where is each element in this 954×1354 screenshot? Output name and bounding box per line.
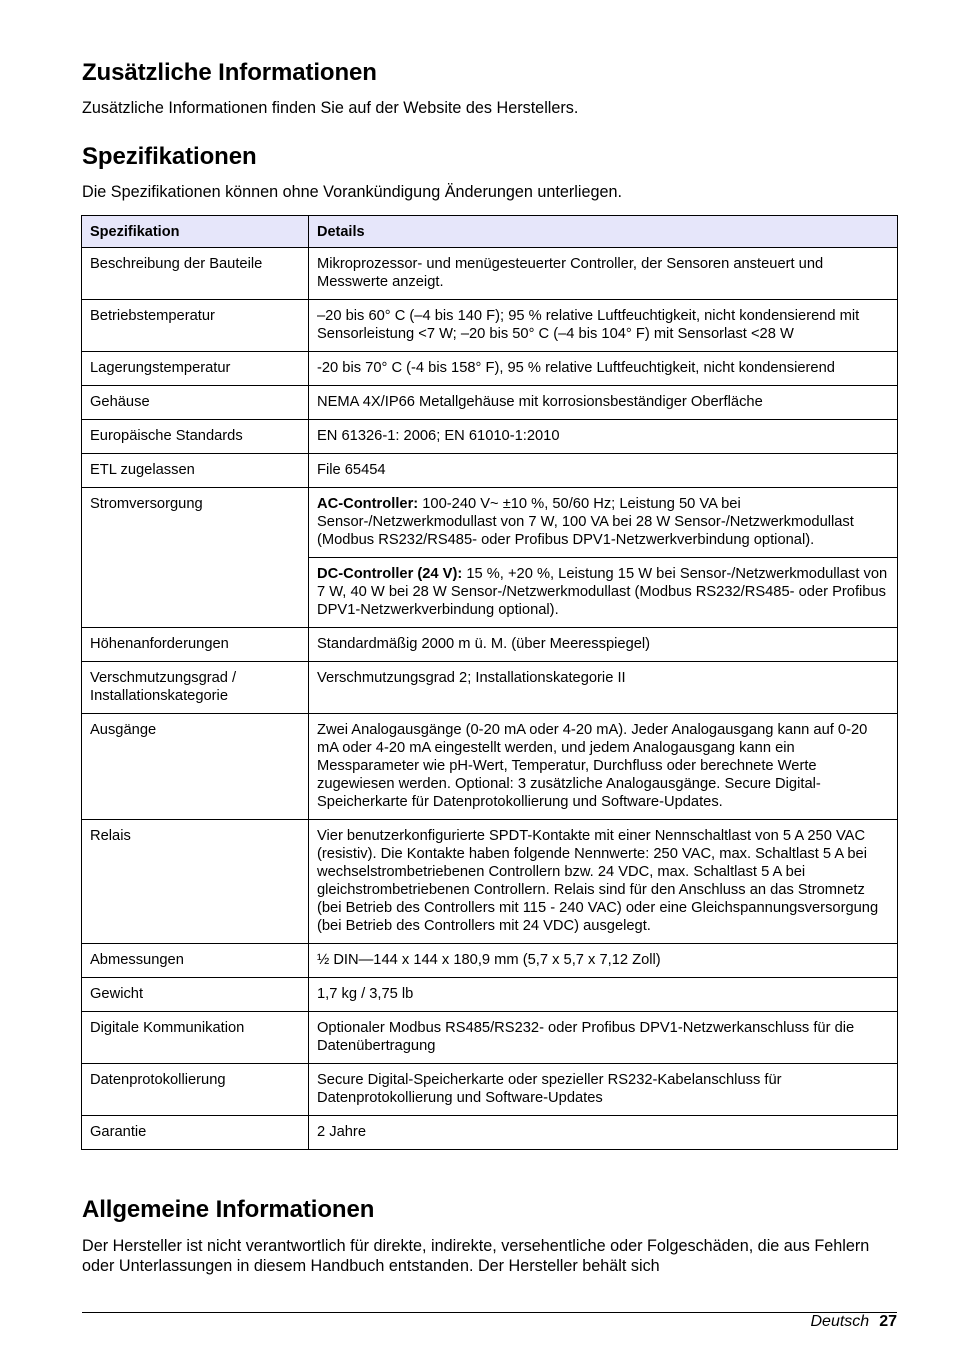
table-row — [82, 944, 898, 978]
spec-name: Abmessungen — [82, 944, 309, 978]
spec-detail-dc — [309, 558, 898, 628]
spec-detail: NEMA 4X/IP66 Metallgehäuse mit korrosionsbeständiger Oberfläche — [309, 386, 898, 420]
specifications-table — [81, 215, 898, 1150]
paragraph-specifications: Die Spezifikationen können ohne Vorankündigung Änderungen unterliegen. — [82, 183, 622, 201]
spec-name: Verschmutzungsgrad / Installationskategorie — [82, 662, 309, 714]
paragraph-extra-info: Zusätzliche Informationen finden Sie auf der Website des Herstellers. — [82, 99, 579, 117]
heading-extra-info: Zusätzliche Informationen — [82, 59, 377, 86]
table-row — [82, 1116, 898, 1150]
spec-detail: Verschmutzungsgrad 2; Installationskategorie II — [309, 662, 898, 714]
dc-controller-text: 15 %, +20 %, Leistung 15 W bei Sensor-/Netzwerkmodullast von 7 W, 40 W bei 28 W Sensor-/Netzwerkmodullast (Modbus RS232/RS485- oder Profibus DPV1-Netzwerkverbindung optional). — [317, 566, 888, 618]
ac-controller-text: 100-240 V~ ±10 %, 50/60 Hz; Leistung 50 VA bei Sensor-/Netzwerkmodullast von 7 W, 100 VA bei 28 W Sensor-/Netzwerkmodullast (Modbus RS232/RS485- oder Profibus DPV1-Netzwerkverbindung optional). — [317, 496, 854, 548]
spec-detail: Vier benutzerkonfigurierte SPDT-Kontakte mit einer Nennschaltlast von 5 A 250 VAC (resistiv). Die Kontakte haben folgende Nennwerte: 250 VAC, max. Schaltlast 5 A bei wechselstrombetriebenen Controllern bzw. 24 VDC, max. Schaltlast 5 A bei gleichstrombetriebenen Controllern. Relais sind für den Anschluss an das Stromnetz (bei Betrieb des Controllers mit 115 - 240 VAC) oder eine Gleichspannungsversorgung (bei Betrieb des Controllers mit 24 VDC) ausgelegt. — [309, 820, 898, 944]
table-row — [82, 248, 898, 300]
spec-name: Stromversorgung — [82, 488, 309, 628]
column-header-details: Details — [309, 216, 898, 248]
spec-name: Datenprotokollierung — [82, 1064, 309, 1116]
spec-name: Ausgänge — [82, 714, 309, 820]
spec-detail: –20 bis 60° C (–4 bis 140 F); 95 % relative Luftfeuchtigkeit, nicht kondensierend mit Sensorleistung <7 W; –20 bis 50° C (–4 bis 104° F) mit Sensorlast <28 W — [309, 300, 898, 352]
table-row — [82, 628, 898, 662]
spec-detail: Standardmäßig 2000 m ü. M. (über Meeresspiegel) — [309, 628, 898, 662]
spec-name: Garantie — [82, 1116, 309, 1150]
table-row — [82, 820, 898, 944]
spec-detail: File 65454 — [309, 454, 898, 488]
spec-detail: 1,7 kg / 3,75 lb — [309, 978, 898, 1012]
spec-name: Digitale Kommunikation — [82, 1012, 309, 1064]
table-header-row — [82, 216, 898, 248]
spec-detail: EN 61326-1: 2006; EN 61010-1:2010 — [309, 420, 898, 454]
table-row — [82, 1064, 898, 1116]
dc-controller-label: DC-Controller (24 V): — [317, 566, 463, 582]
spec-detail: 2 Jahre — [309, 1116, 898, 1150]
spec-detail: Mikroprozessor- und menügesteuerter Controller, der Sensoren ansteuert und Messwerte anzeigt. — [309, 248, 898, 300]
footer-language: Deutsch — [810, 1313, 870, 1330]
spec-detail: ½ DIN—144 x 144 x 180,9 mm (5,7 x 5,7 x 7,12 Zoll) — [309, 944, 898, 978]
spec-name: Relais — [82, 820, 309, 944]
table-row — [82, 978, 898, 1012]
heading-general-info: Allgemeine Informationen — [82, 1196, 375, 1223]
page-number: 27 — [879, 1313, 897, 1330]
spec-name: Betriebstemperatur — [82, 300, 309, 352]
paragraph-general-info: Der Hersteller ist nicht verantwortlich für direkte, indirekte, versehentliche oder Folgeschäden, die aus Fehlern oder Unterlassungen in diesem Handbuch entstanden. Der Hersteller behält sich — [82, 1237, 870, 1275]
spec-detail: Secure Digital-Speicherkarte oder spezieller RS232-Kabelanschluss für Datenprotokollierung und Software-Updates — [309, 1064, 898, 1116]
spec-name: ETL zugelassen — [82, 454, 309, 488]
table-row — [82, 386, 898, 420]
spec-detail: Optionaler Modbus RS485/RS232- oder Profibus DPV1-Netzwerkanschluss für die Datenübertragung — [309, 1012, 898, 1064]
spec-detail: -20 bis 70° C (-4 bis 158° F), 95 % relative Luftfeuchtigkeit, nicht kondensierend — [309, 352, 898, 386]
spec-name: Europäische Standards — [82, 420, 309, 454]
table-row — [82, 420, 898, 454]
table-row — [82, 488, 898, 558]
footer-divider — [82, 1312, 897, 1313]
table-row — [82, 454, 898, 488]
table-row — [82, 714, 898, 820]
page-footer — [811, 1312, 898, 1332]
table-row — [82, 352, 898, 386]
spec-detail-ac — [309, 488, 898, 558]
spec-name: Beschreibung der Bauteile — [82, 248, 309, 300]
column-header-spec: Spezifikation — [82, 216, 309, 248]
spec-name: Höhenanforderungen — [82, 628, 309, 662]
heading-specifications: Spezifikationen — [82, 143, 257, 170]
spec-name: Lagerungstemperatur — [82, 352, 309, 386]
spec-name: Gehäuse — [82, 386, 309, 420]
table-row — [82, 1012, 898, 1064]
spec-name: Gewicht — [82, 978, 309, 1012]
ac-controller-label: AC-Controller: — [317, 496, 419, 512]
table-row — [82, 662, 898, 714]
table-row — [82, 300, 898, 352]
spec-detail: Zwei Analogausgänge (0-20 mA oder 4-20 mA). Jeder Analogausgang kann auf 0-20 mA oder 4-20 mA eingestellt werden, und jedem Analogausgang kann ein Messparameter wie pH-Wert, Temperatur, Durchfluss oder berechnete Werte zugewiesen werden. Optional: 3 zusätzliche Analogausgänge. Secure Digital-Speicherkarte für Datenprotokollierung und Software-Updates. — [309, 714, 898, 820]
